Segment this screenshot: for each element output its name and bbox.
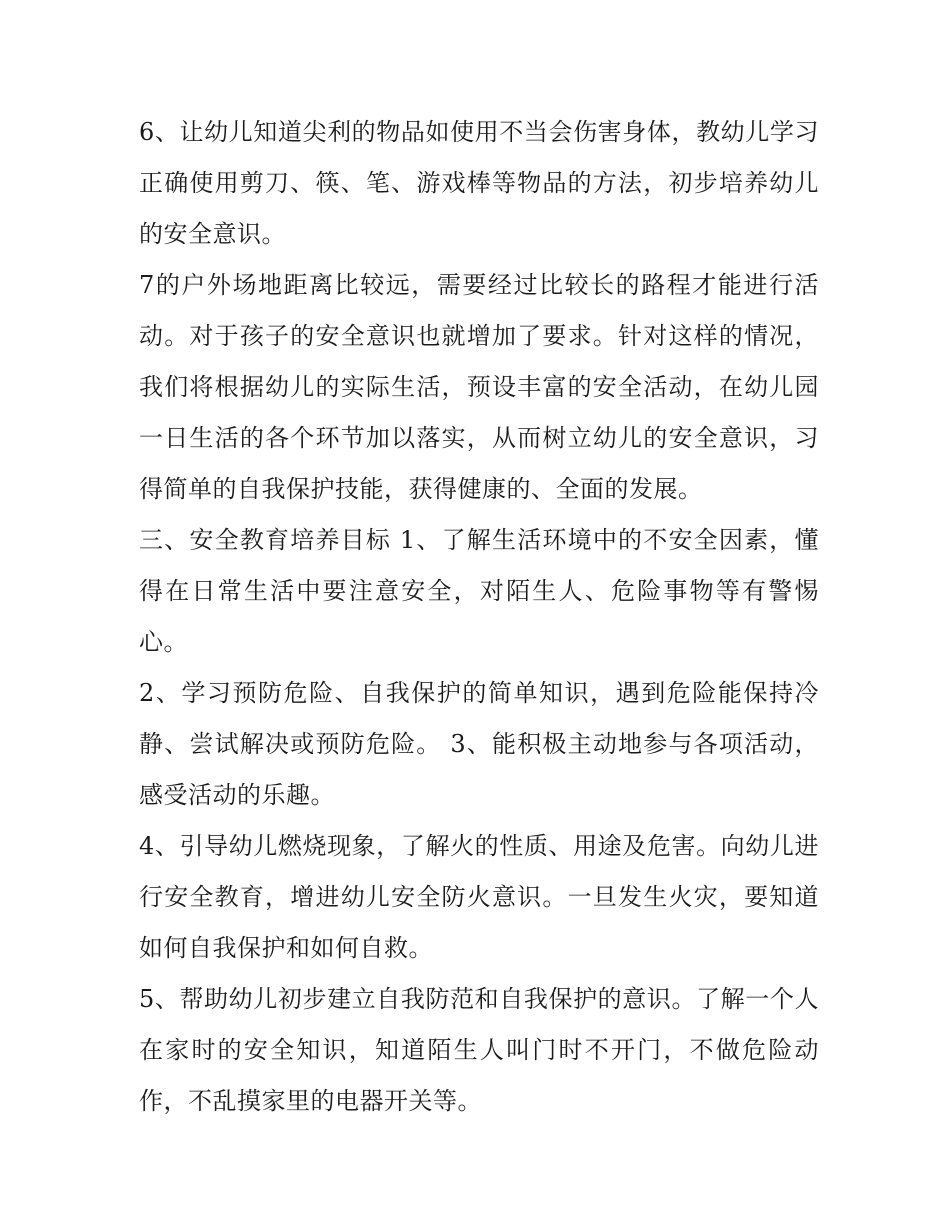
paragraph-item-6: 6、让幼儿知道尖利的物品如使用不当会伤害身体，教幼儿学习正确使用剪刀、筷、笔、游戏棒等物品的方法，初步培养幼儿的安全意识。 (139, 118, 819, 248)
paragraph-item-4: 4、引导幼儿燃烧现象，了解火的性质、用途及危害。向幼儿进行安全教育，增进幼儿安全防火意识。一旦发生火灾，要知道如何自我保护和如何自救。 (139, 832, 819, 962)
paragraph-outdoor-site: 7的户外场地距离比较远，需要经过比较长的路程才能进行活动。对于孩子的安全意识也就增加了要求。针对这样的情况，我们将根据幼儿的实际生活，预设丰富的安全活动，在幼儿园一日生活的各个环节加以落实，从而树立幼儿的安全意识，习得简单的自我保护技能，获得健康的、全面的发展。 (139, 271, 819, 503)
document-body (139, 107, 819, 1127)
paragraph-section-three-goal-1: 三、安全教育培养目标 1、了解生活环境中的不安全因素，懂得在日常生活中要注意安全，对陌生人、危险事物等有警惕心。 (139, 526, 819, 656)
paragraph-item-5: 5、帮助幼儿初步建立自我防范和自我保护的意识。了解一个人在家时的安全知识，知道陌生人叫门时不开门，不做危险动作，不乱摸家里的电器开关等。 (139, 985, 819, 1115)
paragraph-goals-2-3: 2、学习预防危险、自我保护的简单知识，遇到危险能保持冷静、尝试解决或预防危险。 3、能积极主动地参与各项活动，感受活动的乐趣。 (139, 679, 819, 809)
